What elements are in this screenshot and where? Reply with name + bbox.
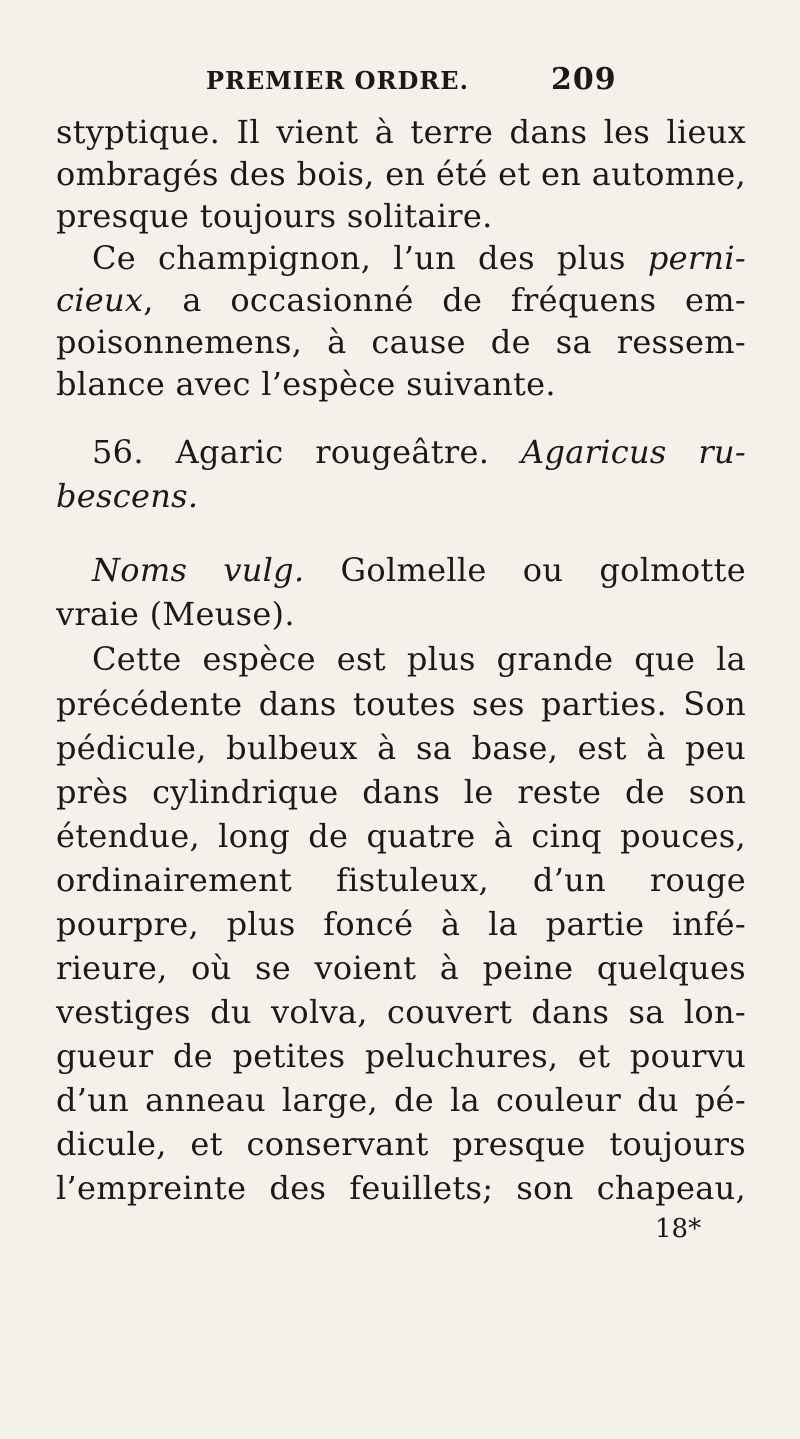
italic-run: Noms vulg. [92, 551, 305, 589]
text-line [92, 550, 746, 590]
text-line: ordinairement fistuleux, d’un rouge [56, 861, 746, 899]
text-line: pédicule, bulbeux à sa base, est à peu [56, 729, 746, 767]
text-line: l’empreinte des feuillets; son chapeau, [56, 1169, 746, 1207]
text-line [56, 280, 746, 320]
text-line: vraie (Meuse). [56, 595, 295, 633]
text-line [92, 238, 746, 278]
page-number: 209 [551, 62, 617, 97]
text-line: près cylindrique dans le reste de son [56, 773, 746, 811]
heading-number-and-name: 56. Agaric rougeâtre. [92, 433, 522, 471]
text-line: styptique. Il vient à terre dans les lieux [56, 113, 746, 151]
text-line: ombragés des bois, en été et en automne, [56, 155, 746, 193]
page-header [206, 62, 626, 106]
text-line: étendue, long de quatre à cinq pouces, [56, 817, 746, 855]
text-line: bescens. [56, 477, 199, 515]
section-heading [92, 432, 746, 472]
text-run: Golmelle ou golmotte [304, 551, 746, 589]
text-run: , a occasionné de fréquens em- [143, 281, 746, 319]
text-line: dicule, et conservant presque toujours [56, 1125, 746, 1163]
text-line: d’un anneau large, de la couleur du pé- [56, 1081, 746, 1119]
text-line: presque toujours solitaire. [56, 197, 493, 235]
text-line: poisonnemens, à cause de sa ressem- [56, 323, 746, 361]
signature-mark: 18* [655, 1214, 702, 1244]
text-line: pourpre, plus foncé à la partie infé- [56, 905, 746, 943]
italic-run: cieux [56, 281, 144, 319]
text-line: gueur de petites peluchures, et pourvu [56, 1037, 746, 1075]
text-line: blance avec l’espèce suivante. [56, 365, 556, 403]
running-title: PREMIER ORDRE. [206, 66, 469, 95]
text-line: rieure, où se voient à peine quelques [56, 949, 746, 987]
text-run: Ce champignon, l’un des plus [92, 239, 648, 277]
text-line: précédente dans toutes ses parties. Son [56, 685, 746, 723]
text-line: vestiges du volva, couvert dans sa lon- [56, 993, 746, 1031]
text-line: Cette espèce est plus grande que la [92, 640, 746, 678]
italic-run: perni- [647, 239, 746, 277]
latin-name: Agaricus ru- [521, 433, 746, 471]
